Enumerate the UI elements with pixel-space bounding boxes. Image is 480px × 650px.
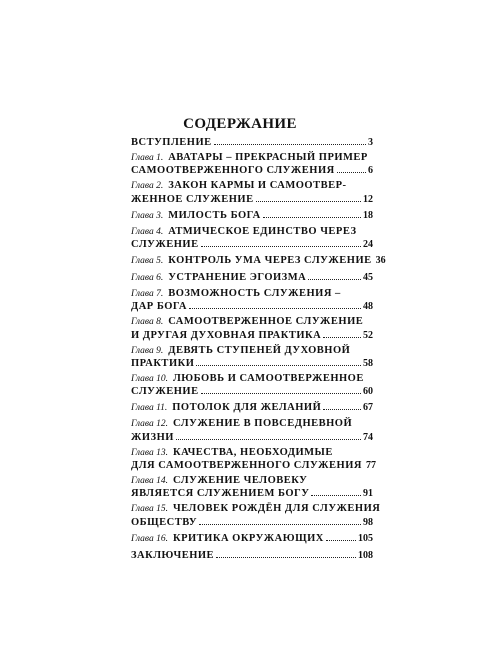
toc-entry xyxy=(131,418,373,443)
toc-title: СОДЕРЖАНИЕ xyxy=(183,116,297,132)
toc-entry xyxy=(131,226,373,251)
chapter-prefix: Глава 3. xyxy=(131,210,164,221)
toc-entry xyxy=(131,209,373,223)
toc-entry-title: ЛЮБОВЬ И САМООТВЕРЖЕННОЕ xyxy=(172,372,364,384)
dot-leader xyxy=(216,549,356,558)
toc-page-number: 48 xyxy=(363,301,373,313)
toc-page-number: 91 xyxy=(363,488,373,500)
dot-leader xyxy=(311,487,361,496)
toc-entry xyxy=(131,503,381,528)
toc-page-number: 3 xyxy=(368,137,373,148)
dot-leader xyxy=(189,300,361,309)
toc-entry-title-cont: САМООТВЕРЖЕННОГО СЛУЖЕНИЯ xyxy=(131,165,335,177)
dot-leader xyxy=(256,193,361,202)
toc-page-number: 45 xyxy=(363,271,373,283)
dot-leader xyxy=(201,385,361,394)
toc-entry-title: ВОЗМОЖНОСТЬ СЛУЖЕНИЯ – xyxy=(168,287,341,299)
chapter-prefix: Глава 11. xyxy=(131,403,168,414)
toc-entry-title: ЗАКЛЮЧЕНИЕ xyxy=(131,549,215,561)
dot-leader xyxy=(323,329,361,338)
toc-entry xyxy=(131,254,386,268)
toc-entry-title-cont: ОБЩЕСТВУ xyxy=(131,516,198,528)
toc-entry xyxy=(131,316,373,341)
toc-page-number: 52 xyxy=(363,329,373,341)
toc-entry-title-cont: ЯВЛЯЕТСЯ СЛУЖЕНИЕМ БОГУ xyxy=(131,488,310,500)
chapter-prefix: Глава 5. xyxy=(131,255,164,266)
dot-leader xyxy=(214,136,366,145)
chapter-prefix: Глава 8. xyxy=(131,317,164,328)
toc-entry xyxy=(131,345,373,370)
toc-entry xyxy=(131,446,376,472)
toc-page-number: 36 xyxy=(375,254,386,266)
dot-leader xyxy=(196,357,361,366)
toc-page-number: 58 xyxy=(363,358,373,370)
toc-entry-title: ЗАКОН КАРМЫ И САМООТВЕР- xyxy=(168,180,347,192)
dot-leader xyxy=(337,164,366,173)
toc-entry-title-cont: ДАР БОГА xyxy=(131,301,188,313)
toc-page-number: 12 xyxy=(363,193,373,205)
toc-page-number: 6 xyxy=(368,165,373,177)
toc-entry-title-cont: СЛУЖЕНИЕ xyxy=(131,239,199,251)
chapter-prefix: Глава 12. xyxy=(131,419,168,430)
toc-page-number: 18 xyxy=(363,209,373,221)
toc-page-number: 74 xyxy=(363,431,373,443)
toc-entry-title-cont: ДЛЯ САМООТВЕРЖЕННОГО СЛУЖЕНИЯ xyxy=(131,460,362,472)
dot-leader xyxy=(176,431,361,440)
toc-entry-title: АТМИЧЕСКОЕ ЕДИНСТВО ЧЕРЕЗ xyxy=(168,225,357,237)
toc-page-number: 24 xyxy=(363,239,373,251)
toc-entry-title: САМООТВЕРЖЕННОЕ СЛУЖЕНИЕ xyxy=(168,316,364,328)
toc-entry xyxy=(131,401,373,415)
toc-entry-title: ПОТОЛОК ДЛЯ ЖЕЛАНИЙ xyxy=(172,402,322,414)
chapter-prefix: Глава 15. xyxy=(131,504,168,515)
chapter-prefix: Глава 13. xyxy=(131,447,168,458)
toc-page-number: 105 xyxy=(358,532,373,544)
toc-entry-title-cont: СЛУЖЕНИЕ xyxy=(131,386,199,398)
toc-entry-title: АВАТАРЫ – ПРЕКРАСНЫЙ ПРИМЕР xyxy=(168,151,368,163)
toc-entry-title: СЛУЖЕНИЕ ЧЕЛОВЕКУ xyxy=(172,474,308,486)
dot-leader xyxy=(201,238,361,247)
toc-entry xyxy=(131,136,373,149)
toc-page-number: 60 xyxy=(363,386,373,398)
toc-entry-title: МИЛОСТЬ БОГА xyxy=(168,209,261,221)
toc-entry-title: КРИТИКА ОКРУЖАЮЩИХ xyxy=(172,532,324,544)
chapter-prefix: Глава 4. xyxy=(131,226,164,237)
dot-leader xyxy=(199,516,361,525)
dot-leader xyxy=(263,209,361,218)
toc-entry xyxy=(131,475,373,500)
toc-entry-title: КОНТРОЛЬ УМА ЧЕРЕЗ СЛУЖЕНИЕ xyxy=(168,254,372,266)
toc-entry-title: КАЧЕСТВА, НЕОБХОДИМЫЕ xyxy=(172,446,333,458)
chapter-prefix: Глава 16. xyxy=(131,533,168,544)
toc-entry-title-cont: ЖЕННОЕ СЛУЖЕНИЕ xyxy=(131,193,254,205)
chapter-prefix: Глава 1. xyxy=(131,152,164,163)
toc-entry-title: ДЕВЯТЬ СТУПЕНЕЙ ДУХОВНОЙ xyxy=(168,344,351,356)
toc-entry xyxy=(131,271,373,285)
toc-entry xyxy=(131,180,373,205)
chapter-prefix: Глава 14. xyxy=(131,475,168,486)
toc-entry xyxy=(131,373,373,398)
toc-entry-title: ЧЕЛОВЕК РОЖДЁН ДЛЯ СЛУЖЕНИЯ xyxy=(172,503,381,515)
toc-entry-title-cont: И ДРУГАЯ ДУХОВНАЯ ПРАКТИКА xyxy=(131,329,322,341)
toc-entry xyxy=(131,288,373,313)
toc-page-number: 77 xyxy=(365,460,376,472)
toc-entry-title-cont: ПРАКТИКИ xyxy=(131,358,195,370)
toc-entry-title: ВСТУПЛЕНИЕ xyxy=(131,137,212,148)
dot-leader xyxy=(323,401,361,410)
toc-entry xyxy=(131,532,373,546)
toc-entry xyxy=(131,152,373,177)
toc-page-number: 108 xyxy=(358,549,373,561)
toc-entry-title: СЛУЖЕНИЕ В ПОВСЕДНЕВНОЙ xyxy=(172,418,353,430)
toc-entry-title: УСТРАНЕНИЕ ЭГОИЗМА xyxy=(168,271,307,283)
toc-entry xyxy=(131,549,373,562)
chapter-prefix: Глава 2. xyxy=(131,181,164,192)
toc-page-number: 67 xyxy=(363,402,373,414)
dot-leader xyxy=(308,271,361,280)
chapter-prefix: Глава 9. xyxy=(131,345,164,356)
chapter-prefix: Глава 6. xyxy=(131,272,164,283)
chapter-prefix: Глава 10. xyxy=(131,373,168,384)
dot-leader xyxy=(326,532,356,541)
toc-page-number: 98 xyxy=(363,516,373,528)
toc-entry-title-cont: ЖИЗНИ xyxy=(131,431,174,443)
chapter-prefix: Глава 7. xyxy=(131,288,164,299)
table-of-contents xyxy=(131,136,386,565)
